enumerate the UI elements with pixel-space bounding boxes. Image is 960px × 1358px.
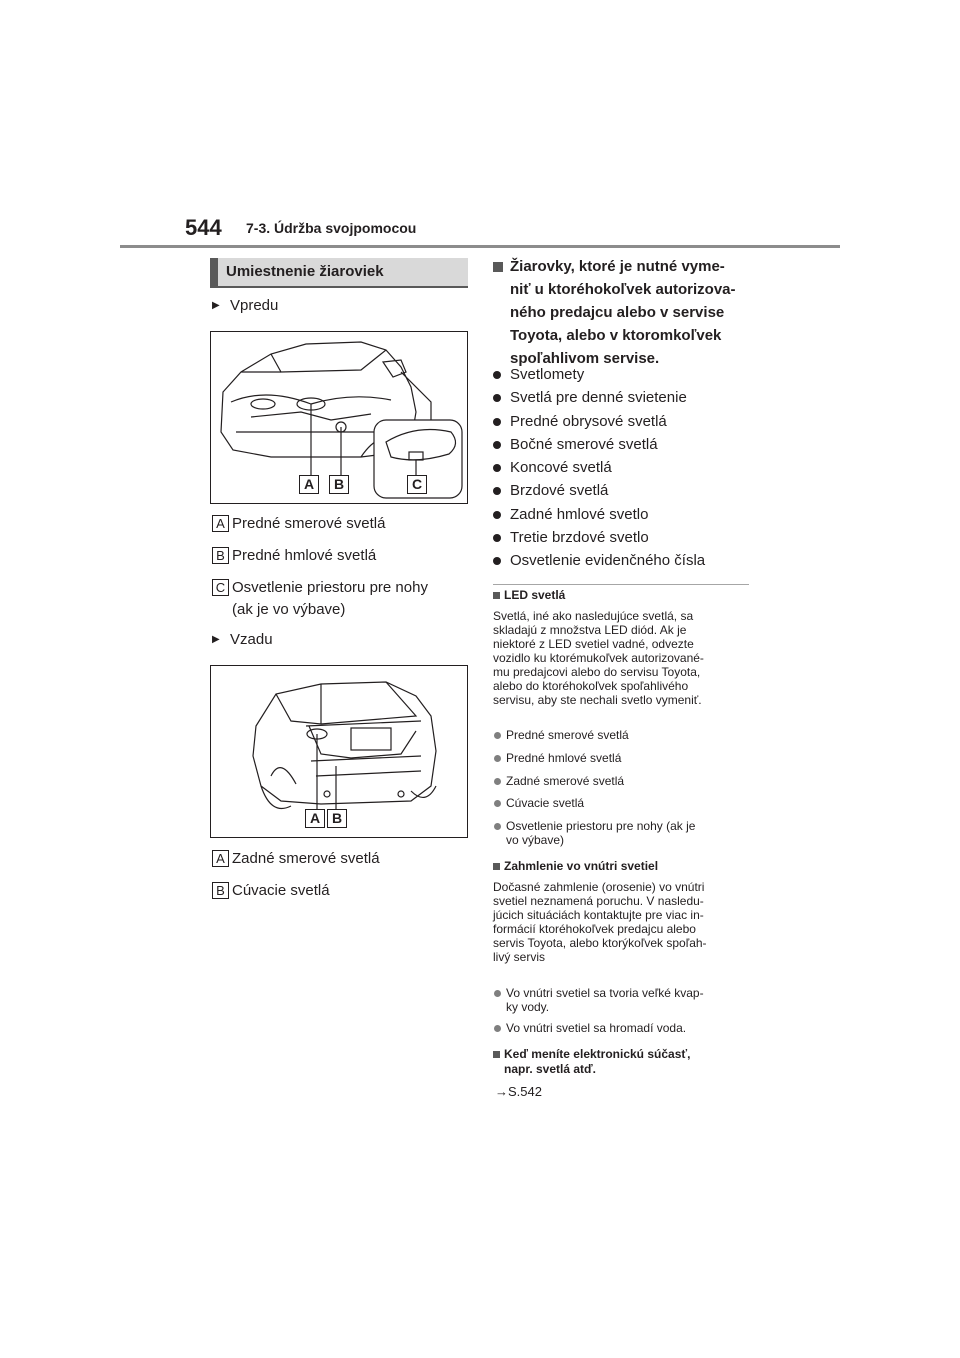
grey-bullet-icon xyxy=(494,778,501,785)
rear-callout-a: A xyxy=(212,850,229,867)
figure-label-c: C xyxy=(407,475,427,494)
right-heading-line-4: Toyota, alebo v ktoromkoľvek xyxy=(510,327,722,344)
fog-note-body: Dočasné zahmlenie (orosenie) vo vnútri svetiel neznamená poruchu. V nasledu- júcich situáciách kontaktujte pre viac in- formácií ktoréhokoľvek predajcu alebo servis Toyota, alebo ktorýkoľvek spoľah- livý servis xyxy=(493,880,707,964)
led-note-title: LED svetlá xyxy=(504,588,566,602)
right-divider xyxy=(493,584,749,585)
grey-bullet-icon xyxy=(494,990,501,997)
bullet-icon xyxy=(493,534,501,542)
led-note-body: Svetlá, iné ako nasledujúce svetlá, sa skladajú z množstva LED diód. Ak je niektoré z LED svetiel vadné, odvezte vozidlo ku ktorémukoľvek autorizované- mu predajcovi alebo do servisu Toyota, alebo do ktoréhokoľvek spoľahlivého servisu, aby ste nechali svetlo vymeniť. xyxy=(493,609,704,707)
page-number: 544 xyxy=(185,215,222,240)
led-item: Osvetlenie priestoru pre nohy (ak je xyxy=(506,819,696,833)
bullet-icon xyxy=(493,511,501,519)
page-reference-text: S.542 xyxy=(508,1084,542,1099)
led-item: Cúvacie svetlá xyxy=(506,796,585,810)
note-square-icon xyxy=(493,592,500,599)
heading-square-icon xyxy=(493,262,503,272)
note-square-icon xyxy=(493,863,500,870)
chapter-title: 7-3. Údržba svojpomocou xyxy=(246,220,417,236)
bullet-icon xyxy=(493,464,501,472)
led-item: Zadné smerové svetlá xyxy=(506,774,625,788)
bullet-icon xyxy=(493,487,501,495)
bullet-icon xyxy=(493,557,501,565)
figure-label-b: B xyxy=(329,475,349,494)
section-title: Umiestnenie žiaroviek xyxy=(226,263,384,280)
page-reference-link[interactable] xyxy=(495,1084,542,1099)
rear-figure-label-b: B xyxy=(327,809,347,828)
rear-callout-b: B xyxy=(212,882,229,899)
grey-bullet-icon xyxy=(494,732,501,739)
front-figure xyxy=(210,331,468,504)
right-heading-line-2: niť u ktoréhokoľvek autorizova- xyxy=(510,281,736,298)
note-square-icon xyxy=(493,1051,500,1058)
grey-bullet-icon xyxy=(494,755,501,762)
front-item-a: Predné smerové svetlá xyxy=(232,515,386,532)
bullet-icon xyxy=(493,371,501,379)
rear-figure-label-a: A xyxy=(305,809,325,828)
header-rule xyxy=(120,245,840,248)
rear-item-b: Cúvacie svetlá xyxy=(232,882,330,899)
section-heading xyxy=(210,258,468,288)
triangle-icon: ▶ xyxy=(212,634,220,645)
right-heading-line-1: Žiarovky, ktoré je nutné vyme- xyxy=(510,258,725,275)
figure-label-a: A xyxy=(299,475,319,494)
front-label: Vpredu xyxy=(230,297,279,314)
rear-figure xyxy=(210,665,468,838)
grey-bullet-icon xyxy=(494,823,501,830)
fog-item: Vo vnútri svetiel sa tvoria veľké kvap- xyxy=(506,986,704,1000)
electronic-note-title: Keď meníte elektronickú súčasť, xyxy=(504,1047,691,1061)
callout-c: C xyxy=(212,579,229,596)
front-item-c-line2: (ak je vo výbave) xyxy=(232,601,346,618)
fog-item: Vo vnútri svetiel sa hromadí voda. xyxy=(506,1021,687,1035)
callout-a: A xyxy=(212,515,229,532)
right-heading-line-3: ného predajcu alebo v servise xyxy=(510,304,725,321)
right-heading-line-5: spoľahlivom servise. xyxy=(510,350,660,367)
rear-item-a: Zadné smerové svetlá xyxy=(232,850,380,867)
callout-b: B xyxy=(212,547,229,564)
section-heading-bar xyxy=(210,258,218,286)
bullet-icon xyxy=(493,394,501,402)
grey-bullet-icon xyxy=(494,1025,501,1032)
front-item-c: Osvetlenie priestoru pre nohy xyxy=(232,579,428,596)
led-item-line2: vo výbave) xyxy=(506,833,565,847)
bullet-icon xyxy=(493,441,501,449)
bullet-icon xyxy=(493,418,501,426)
front-item-b: Predné hmlové svetlá xyxy=(232,547,377,564)
rear-label: Vzadu xyxy=(230,631,273,648)
electronic-note-title-line2: napr. svetlá atď. xyxy=(504,1062,596,1076)
led-item: Predné smerové svetlá xyxy=(506,728,629,742)
fog-item-line2: ky vody. xyxy=(506,1000,550,1014)
grey-bullet-icon xyxy=(494,800,501,807)
arrow-right-icon: → xyxy=(495,1084,508,1099)
led-item: Predné hmlové svetlá xyxy=(506,751,622,765)
fog-note-title: Zahmlenie vo vnútri svetiel xyxy=(504,859,659,873)
triangle-icon: ▶ xyxy=(212,300,220,311)
